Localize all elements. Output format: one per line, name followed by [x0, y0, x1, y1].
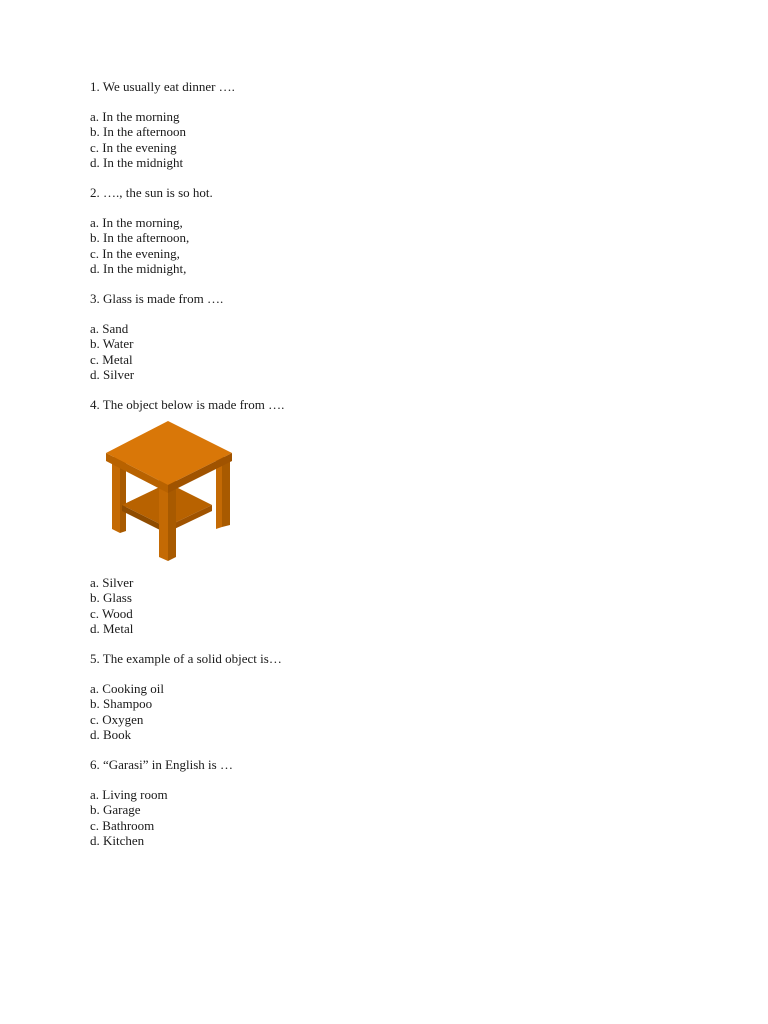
question-5: [90, 651, 690, 742]
option-a: a. Sand: [90, 321, 129, 337]
option-a: a. Living room: [90, 787, 168, 803]
answer-options: [90, 575, 690, 636]
option-c: c. In the evening: [90, 139, 177, 155]
answer-options: [90, 215, 690, 276]
answer-options: [90, 681, 690, 742]
question-1: [90, 79, 690, 170]
option-b: b. In the afternoon: [90, 124, 187, 140]
question-text: 2. …., the sun is so hot.: [90, 185, 213, 201]
worksheet: [90, 79, 690, 863]
question-text: 5. The example of a solid object is…: [90, 651, 282, 667]
option-a: a. In the morning: [90, 109, 180, 125]
option-a: a. In the morning,: [90, 215, 183, 231]
option-a: a. Silver: [90, 575, 134, 591]
option-c: c. Wood: [90, 605, 133, 621]
option-b: b. In the afternoon,: [90, 230, 190, 246]
option-b: b. Shampoo: [90, 696, 153, 712]
option-b: b. Glass: [90, 590, 132, 606]
question-4: [90, 397, 690, 636]
option-d: d. Kitchen: [90, 832, 145, 848]
option-b: b. Water: [90, 336, 134, 352]
option-c: c. Bathroom: [90, 817, 155, 833]
question-text: 4. The object below is made from ….: [90, 397, 285, 413]
option-d: d. Silver: [90, 366, 135, 382]
option-d: d. Metal: [90, 620, 134, 636]
option-a: a. Cooking oil: [90, 681, 165, 697]
option-c: c. Oxygen: [90, 711, 144, 727]
question-3: [90, 291, 690, 382]
question-text: 6. “Garasi” in English is …: [90, 757, 233, 773]
option-d: d. Book: [90, 726, 132, 742]
answer-options: [90, 109, 690, 170]
answer-options: [90, 787, 690, 848]
option-c: c. Metal: [90, 351, 133, 367]
option-c: c. In the evening,: [90, 245, 180, 261]
option-d: d. In the midnight: [90, 154, 184, 170]
question-text: 3. Glass is made from ….: [90, 291, 224, 307]
answer-options: [90, 321, 690, 382]
question-text: 1. We usually eat dinner ….: [90, 79, 235, 94]
option-b: b. Garage: [90, 802, 141, 818]
question-2: [90, 185, 690, 276]
question-6: [90, 757, 690, 848]
option-d: d. In the midnight,: [90, 260, 187, 276]
wooden-table-icon: [104, 417, 238, 563]
